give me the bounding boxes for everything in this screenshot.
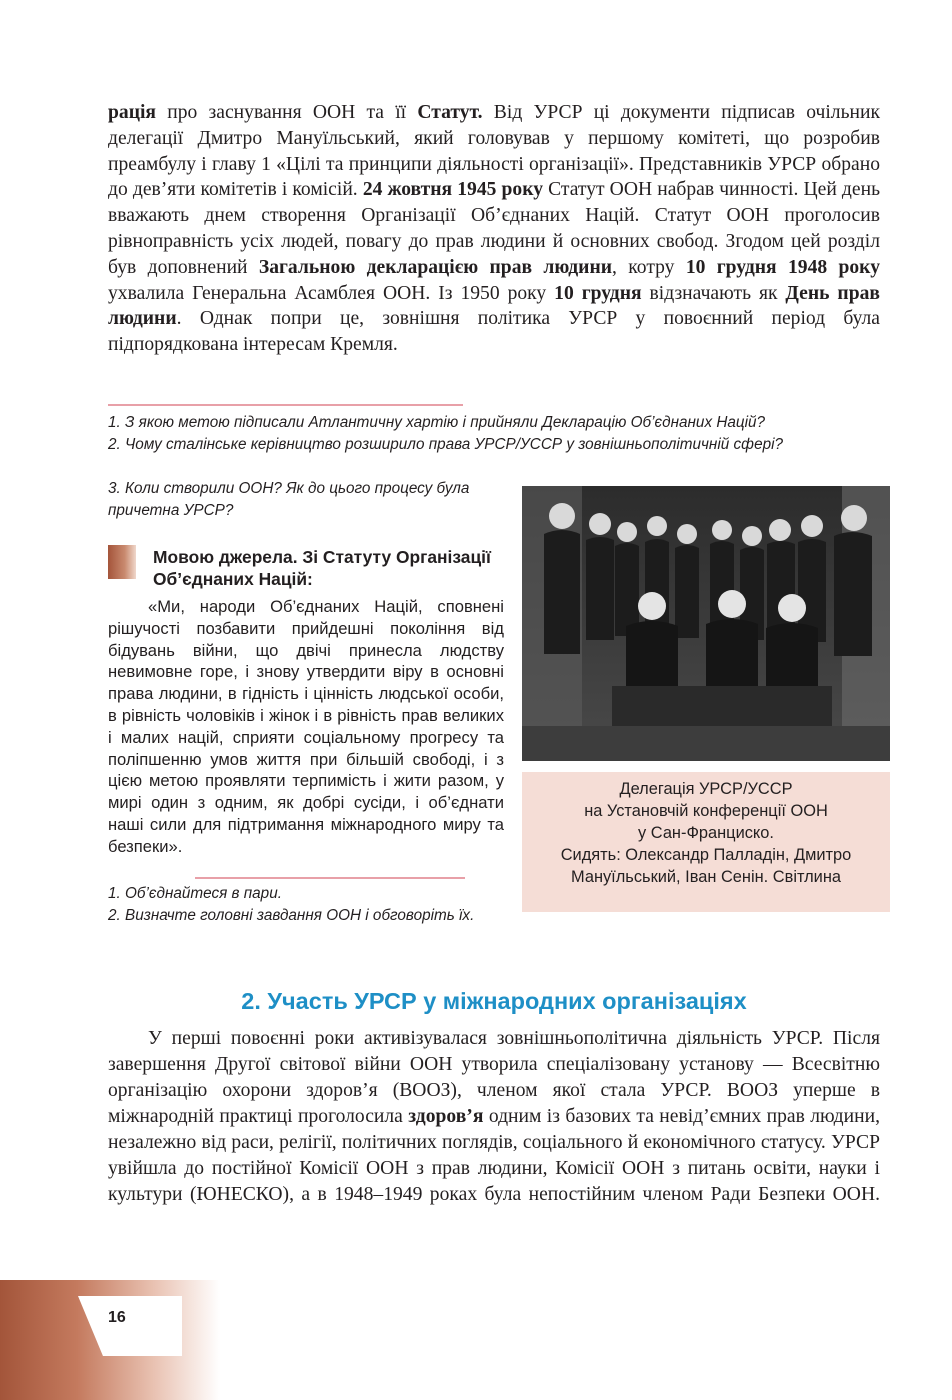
- photo-caption: Делегація УРСР/УССР на Установчій конференції ООН у Сан-Франциско. Сидять: Олександр Палладін, Дмитро Мануїльський, Іван Сенін. Світлина: [522, 772, 890, 912]
- review-questions: [108, 412, 880, 456]
- page-number: 16: [108, 1309, 126, 1326]
- question-item: 1. Об’єднайтеся в пари.: [108, 885, 282, 902]
- question-item: 2. Чому сталінське керівництво розширило права УРСР/УССР у зовнішньополітичній сфері?: [108, 436, 784, 453]
- source-marker-icon: [108, 545, 136, 579]
- divider-line: [195, 877, 465, 879]
- delegation-photo: [522, 486, 890, 761]
- divider-line: [108, 404, 463, 406]
- photo-image-icon: [522, 486, 890, 761]
- question-item: 2. Визначте головні завдання ООН і обговоріть їх.: [108, 907, 475, 924]
- source-quote: «Ми, народи Об’єднаних Націй, сповнені рішучості позбавити прийдешні покоління від бідувань війни, що двічі принесла людству невимовне горе, і знову утвердити віру в основні права людини, в гідність і цінність людської особи, в рівність чоловіків і жінок і в рівність прав великих і малих націй, сприяти соціальному прогресу та поліпшенню умов життя при більшій свободі, і з цією метою проявляти терпимість і жити разом, у мирі один з одним, як добрі сусіди, і об’єднати наші сили для підтримання міжнародного миру та безпеки».: [108, 597, 504, 856]
- question-item: 1. З якою метою підписали Атлантичну хартію і прийняли Декларацію Об’єднаних Націй?: [108, 414, 766, 431]
- main-paragraph: рація про заснування ООН та її Статут. Від УРСР ці документи підписав очільник делегації Дмитро Мануїльський, який головував у першому комітеті, що розробив преамбулу і главу 1 «Цілі та принципи діяльності організації». Представників УРСР обрано до дев’яти комітетів і комісій. 24 жовтня 1945 року Статут ООН набрав чинності. Цей день вважають днем створення Організації Об’єднаних Націй. Статут ООН проголосив рівноправність усіх людей, повагу до прав людини й основних свобод. Згодом цей розділ був доповнений Загальною декларацією прав людини, котру 10 грудня 1948 року ухвалила Генеральна Асамблея ООН. Із 1950 року 10 грудня відзначають як День прав людини. Однак попри це, зовнішня політика УРСР у повоєнний період була підпорядкована інтересам Кремля.: [108, 102, 881, 356]
- source-questions: [108, 883, 508, 927]
- question-item: 3. Коли створили ООН? Як до цього процесу була причетна УРСР?: [108, 480, 470, 519]
- section-heading: 2. Участь УРСР у міжнародних організаціях: [241, 988, 747, 1014]
- section-paragraph: У перші повоєнні роки активізувалася зовнішньополітична діяльність УРСР. Після завершення Другої світової війни ООН утворила спеціалізовану установу — Всесвітню організацію охорони здоров’я (ВООЗ), членом якої стала УРСР. ВООЗ уперше в міжнародній практиці проголосила здоров’я одним із базових та невід’ємних прав людини, незалежно від раси, релігії, політичних поглядів, соціального й економічного статусу. УРСР увійшла до постійної Комісії ООН з прав людини, Комісії ООН з питань освіти, науки і культури (ЮНЕСКО), а в 1948–1949 роках була непостійним членом Ради Безпеки ООН.: [108, 1028, 881, 1205]
- source-title: Мовою джерела. Зі Статуту Організації Об’єднаних Націй:: [153, 547, 491, 589]
